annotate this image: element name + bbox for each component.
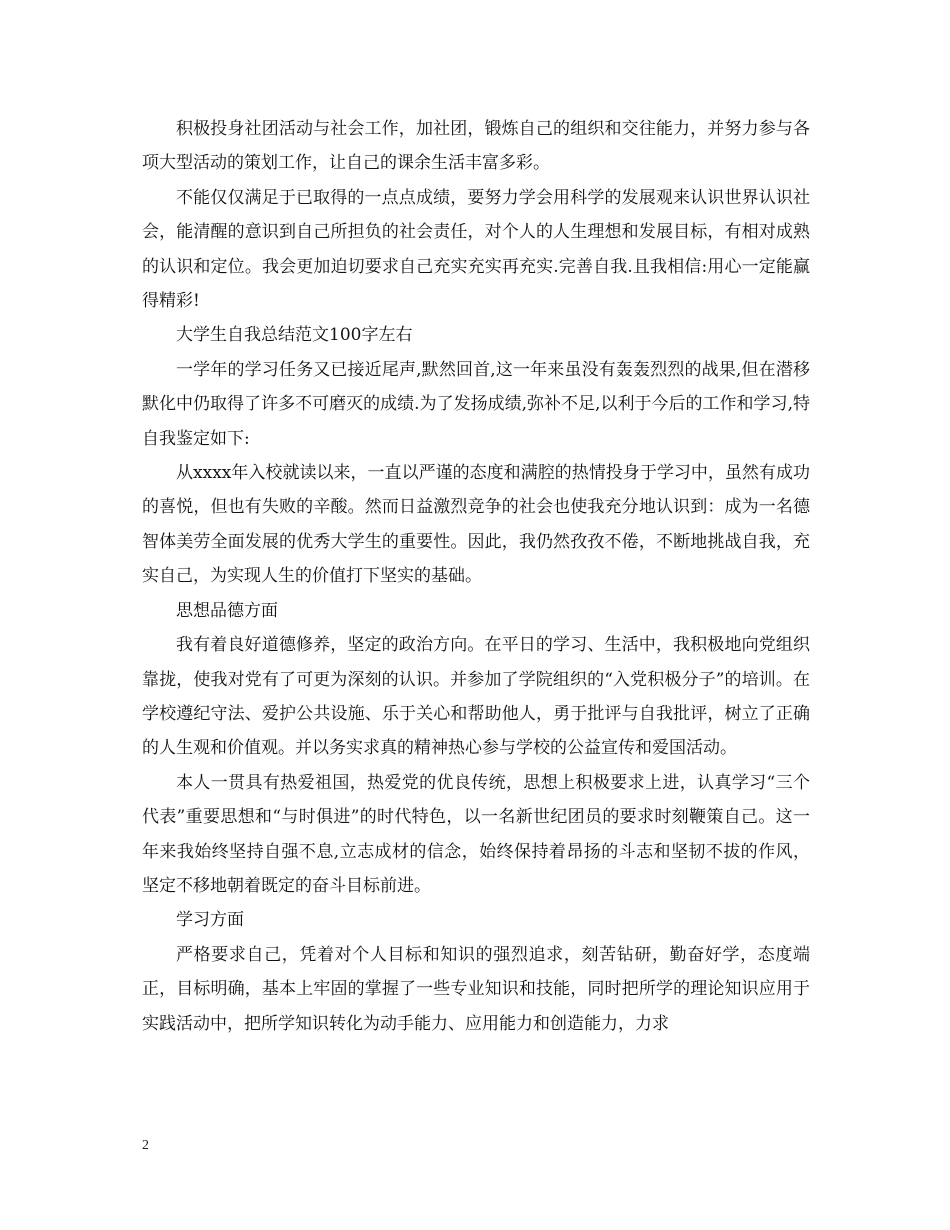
- page-number: 2: [142, 1138, 149, 1153]
- paragraph: 我有着良好道德修养，坚定的政治方向。在平日的学习、生活中，我积极地向党组织靠拢，使我对党有了可更为深刻的认识。并参加了学院组织的“入党积极分子”的培训。在学校遵纪守法、爱护公共设施、乐于关心和帮助他人，勇于批评与自我批评，树立了正确的人生观和价值观。并以务实求真的精神热心参与学校的公益宣传和爱国活动。: [142, 635, 810, 759]
- paragraph: 积极投身社团活动与社会工作，加社团，锻炼自己的组织和交往能力，并努力参与各项大型活动的策划工作，让自己的课余生活丰富多彩。: [142, 119, 810, 174]
- section-heading: 学习方面: [176, 910, 244, 931]
- section-heading: 大学生自我总结范文100字左右: [176, 325, 413, 346]
- paragraph: 从xxxx年入校就读以来，一直以严谨的态度和满腔的热情投身于学习中，虽然有成功的喜悦，但也有失败的辛酸。然而日益激烈竞争的社会也使我充分地认识到：成为一名德智体美劳全面发展的优秀大学生的重要性。因此，我仍然孜孜不倦，不断地挑战自我，充实自己，为实现人生的价值打下坚实的基础。: [142, 463, 810, 587]
- paragraph: 严格要求自己，凭着对个人目标和知识的强烈追求，刻苦钻研，勤奋好学，态度端正，目标明确，基本上牢固的掌握了一些专业知识和技能，同时把所学的理论知识应用于实践活动中，把所学知识转化为动手能力、应用能力和创造能力，力求: [142, 944, 810, 1034]
- section-heading: 思想品德方面: [176, 600, 278, 621]
- paragraph: 本人一贯具有热爱祖国，热爱党的优良传统，思想上积极要求上进，认真学习“三个代表”重要思想和“与时俱进”的时代特色，以一名新世纪团员的要求时刻鞭策自己。这一年来我始终坚持自强不息,立志成材的信念，始终保持着昂扬的斗志和坚韧不拔的作风，坚定不移地朝着既定的奋斗目标前进。: [142, 772, 810, 896]
- document-body: [142, 112, 810, 1041]
- paragraph: 一学年的学习任务又已接近尾声,默然回首,这一年来虽没有轰轰烈烈的战果,但在潜移默化中仍取得了许多不可磨灭的成绩.为了发扬成绩,弥补不足,以利于今后的工作和学习,特自我鉴定如下:: [142, 359, 810, 449]
- paragraph: 不能仅仅满足于已取得的一点点成绩，要努力学会用科学的发展观来认识世界认识社会，能清醒的意识到自己所担负的社会责任，对个人的人生理想和发展目标，有相对成熟的认识和定位。我会更加迫切要求自己充实充实再充实.完善自我.且我相信:用心一定能赢得精彩!: [142, 187, 810, 312]
